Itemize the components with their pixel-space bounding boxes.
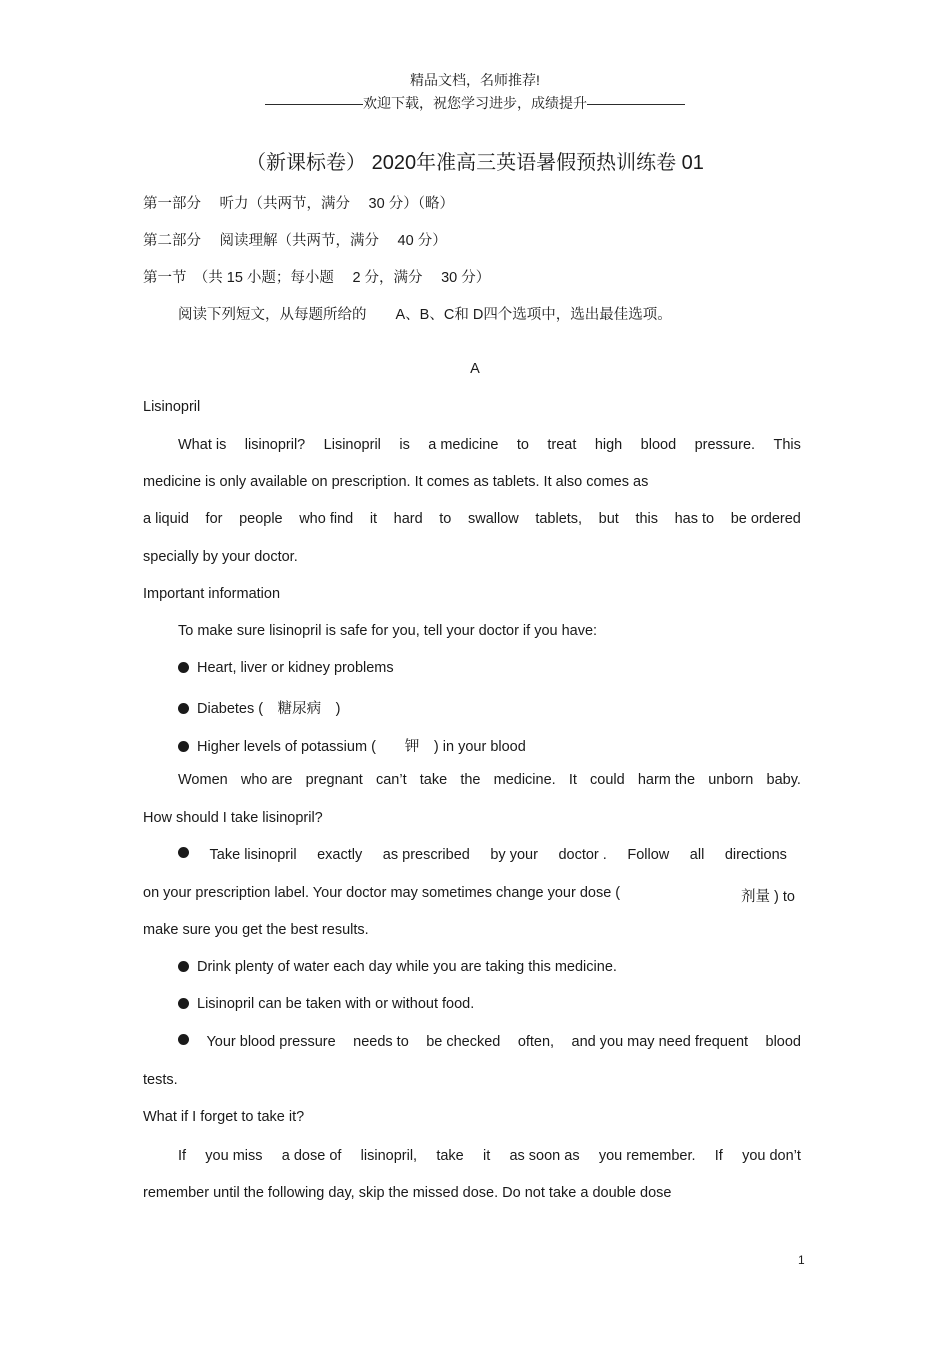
paragraph-line: Women who are pregnant can’t take the medicine. It could harm the unborn baby. — [178, 772, 801, 788]
bullet-icon — [178, 703, 189, 714]
page-number: 1 — [798, 1253, 805, 1267]
paragraph-line: medicine is only available on prescription. It comes as tablets. It also comes as — [143, 474, 649, 490]
paragraph-line: a liquid for people who find it hard to swallow tablets, but this has to be ordered — [143, 511, 801, 527]
bullet-icon — [178, 741, 189, 752]
paragraph-line: make sure you get the best results. — [143, 922, 369, 938]
bullet-icon — [178, 847, 189, 858]
how-heading: How should I take lisinopril? — [143, 810, 323, 826]
important-intro: To make sure lisinopril is safe for you, tell your doctor if you have: — [178, 623, 598, 639]
part2-label: 第二部分 阅读理解（共两节，满分 40 分） — [143, 233, 447, 249]
bullet-item: Lisinopril can be taken with or without food. — [178, 996, 474, 1012]
bullet-item: Heart, liver or kidney problems — [178, 660, 394, 676]
bullet-icon — [178, 961, 189, 972]
passage-letter: A — [470, 361, 480, 377]
forget-heading: What if I forget to take it? — [143, 1109, 305, 1125]
header-line-2: ———————欢迎下载，祝您学习进步，成绩提升——————— — [265, 95, 685, 111]
important-heading: Important information — [143, 586, 281, 602]
passage-heading: Lisinopril — [143, 399, 201, 415]
paragraph-line: specially by your doctor. — [143, 549, 298, 565]
instruction-text: 阅读下列短文，从每题所给的 A、B、C和 D四个选项中，选出最佳选项。 — [178, 307, 672, 323]
bullet-icon — [178, 1034, 189, 1045]
bullet-item: Take lisinopril exactly as prescribed by your doctor . Follow all directions — [178, 847, 787, 863]
bullet-item: Drink plenty of water each day while you are taking this medicine. — [178, 959, 617, 975]
part1-label: 第一部分 听力（共两节，满分 30 分）（略） — [143, 196, 454, 212]
paragraph-line: remember until the following day, skip the missed dose. Do not take a double dose — [143, 1185, 672, 1201]
bullet-icon — [178, 662, 189, 673]
bullet-item: Diabetes ( 糖尿病 ) — [178, 697, 340, 718]
header-line-1: 精品文档，名师推荐! — [410, 72, 540, 88]
bullet-item: Your blood pressure needs to be checked often, and you may need frequent blood — [178, 1034, 801, 1050]
paragraph-line: What is lisinopril? Lisinopril is a medicine to treat high blood pressure. This — [178, 437, 801, 453]
paragraph-line: on your prescription label. Your doctor may sometimes change your dose ( — [143, 885, 621, 901]
bullet-icon — [178, 998, 189, 1009]
paragraph-line: If you miss a dose of lisinopril, take it as soon as you remember. If you don’t — [178, 1148, 801, 1164]
paragraph-line: 剂量 ) to — [741, 889, 795, 905]
section1-label: 第一节 （共 15 小题；每小题 2 分，满分 30 分） — [143, 270, 491, 286]
paragraph-line: tests. — [143, 1072, 178, 1088]
page-title: （新课标卷） 2020年准高三英语暑假预热训练卷 01 — [246, 152, 704, 174]
bullet-item: Higher levels of potassium ( 钾 ) in your blood — [178, 735, 526, 756]
